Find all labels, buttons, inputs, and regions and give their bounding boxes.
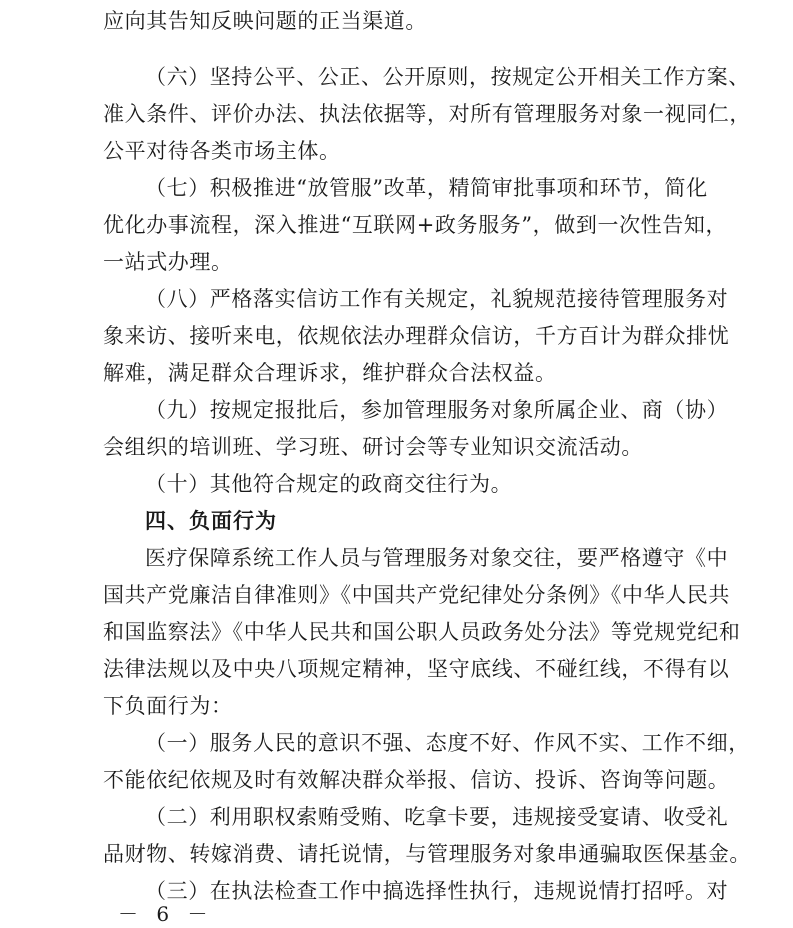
text-line: 品财物、转嫁消费、请托说情，与管理服务对象串通骗取医保基金。 xyxy=(103,842,751,866)
text-line: 和国监察法》《中华人民共和国公职人员政务处分法》等党规党纪和 xyxy=(103,620,741,644)
page-number: － 6 － xyxy=(118,902,214,926)
text-line: 一站式办理。 xyxy=(103,250,233,274)
text-line: 准入条件、评价办法、执法依据等，对所有管理服务对象一视同仁， xyxy=(103,102,751,126)
paragraph-line: （一）服务人民的意识不强、态度不好、作风不实、工作不细， xyxy=(145,731,750,755)
paragraph-line: （九）按规定报批后，参加管理服务对象所属企业、商（协） xyxy=(145,398,729,422)
text-line: 解难，满足群众合理诉求，维护群众合法权益。 xyxy=(103,361,557,385)
paragraph-line: 医疗保障系统工作人员与管理服务对象交往，要严格遵守《中 xyxy=(145,546,729,570)
text-line: 不能依纪依规及时有效解决群众举报、信访、投诉、咨询等问题。 xyxy=(103,768,730,792)
text-line: 公平对待各类市场主体。 xyxy=(103,139,341,163)
text-line: 应向其告知反映问题的正当渠道。 xyxy=(103,9,427,33)
paragraph-line: （二）利用职权索贿受贿、吃拿卡要，违规接受宴请、收受礼 xyxy=(145,805,729,829)
text-line: 象来访、接听来电，依规依法办理群众信访，千方百计为群众排忧 xyxy=(103,324,730,348)
section-heading: 四、负面行为 xyxy=(145,509,277,533)
text-line: 会组织的培训班、学习班、研讨会等专业知识交流活动。 xyxy=(103,435,643,459)
paragraph-line: （六）坚持公平、公正、公开原则，按规定公开相关工作方案、 xyxy=(145,65,750,89)
text-line: 法律法规以及中央八项规定精神，坚守底线、不碰红线，不得有以 xyxy=(103,657,730,681)
paragraph-line: （八）严格落实信访工作有关规定，礼貌规范接待管理服务对 xyxy=(145,287,729,311)
paragraph-line: （三）在执法检查工作中搞选择性执行，违规说情打招呼。对 xyxy=(145,879,729,903)
text-line: 优化办事流程，深入推进“互联网+政务服务”，做到一次性告知， xyxy=(103,213,728,237)
paragraph-line: （七）积极推进“放管服”改革，精简审批事项和环节，简化 xyxy=(145,176,708,200)
text-line: 国共产党廉洁自律准则》《中国共产党纪律处分条例》《中华人民共 xyxy=(103,583,730,607)
text-line: 下负面行为： xyxy=(103,694,233,718)
paragraph-line: （十）其他符合规定的政商交往行为。 xyxy=(145,472,513,496)
